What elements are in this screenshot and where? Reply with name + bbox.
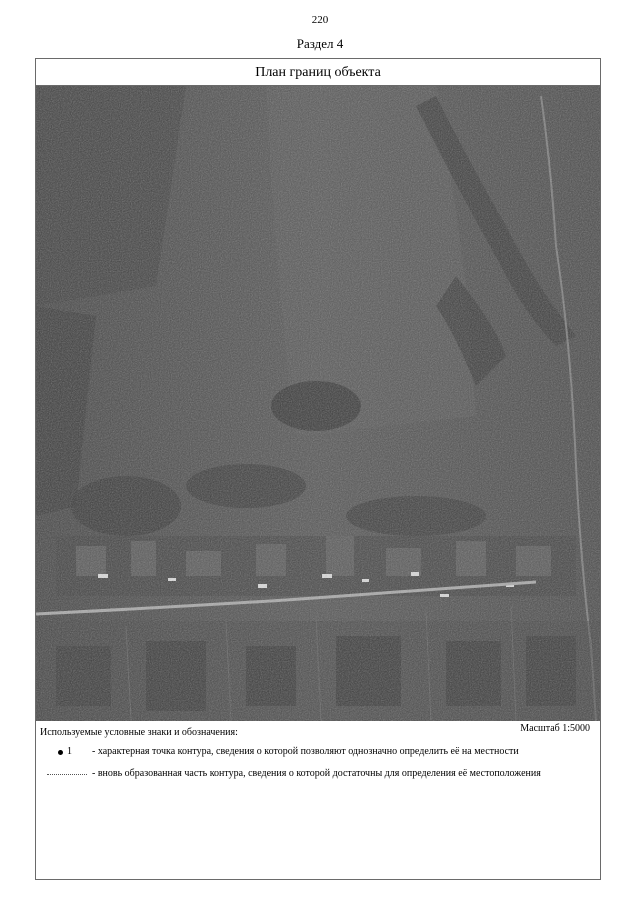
point-marker-label: 1 [67, 746, 72, 757]
section-title: Раздел 4 [296, 36, 344, 51]
legend-title: Используемые условные знаки и обозначения: [40, 727, 238, 738]
aerial-photo-map [36, 86, 600, 721]
legend-item-text: - вновь образованная часть контура, сведения о которой достаточны для определения её местоположения [92, 768, 541, 779]
legend-item-text: - характерная точка контура, сведения о которой позволяют однозначно определить её на местности [92, 746, 519, 757]
map-scale: Масштаб 1:5000 [520, 723, 590, 734]
plan-title: План границ объекта [36, 59, 600, 86]
point-marker-icon [58, 750, 63, 755]
dotted-line-icon [47, 774, 87, 775]
plan-frame [35, 58, 601, 880]
page-number: 220 [311, 14, 329, 26]
